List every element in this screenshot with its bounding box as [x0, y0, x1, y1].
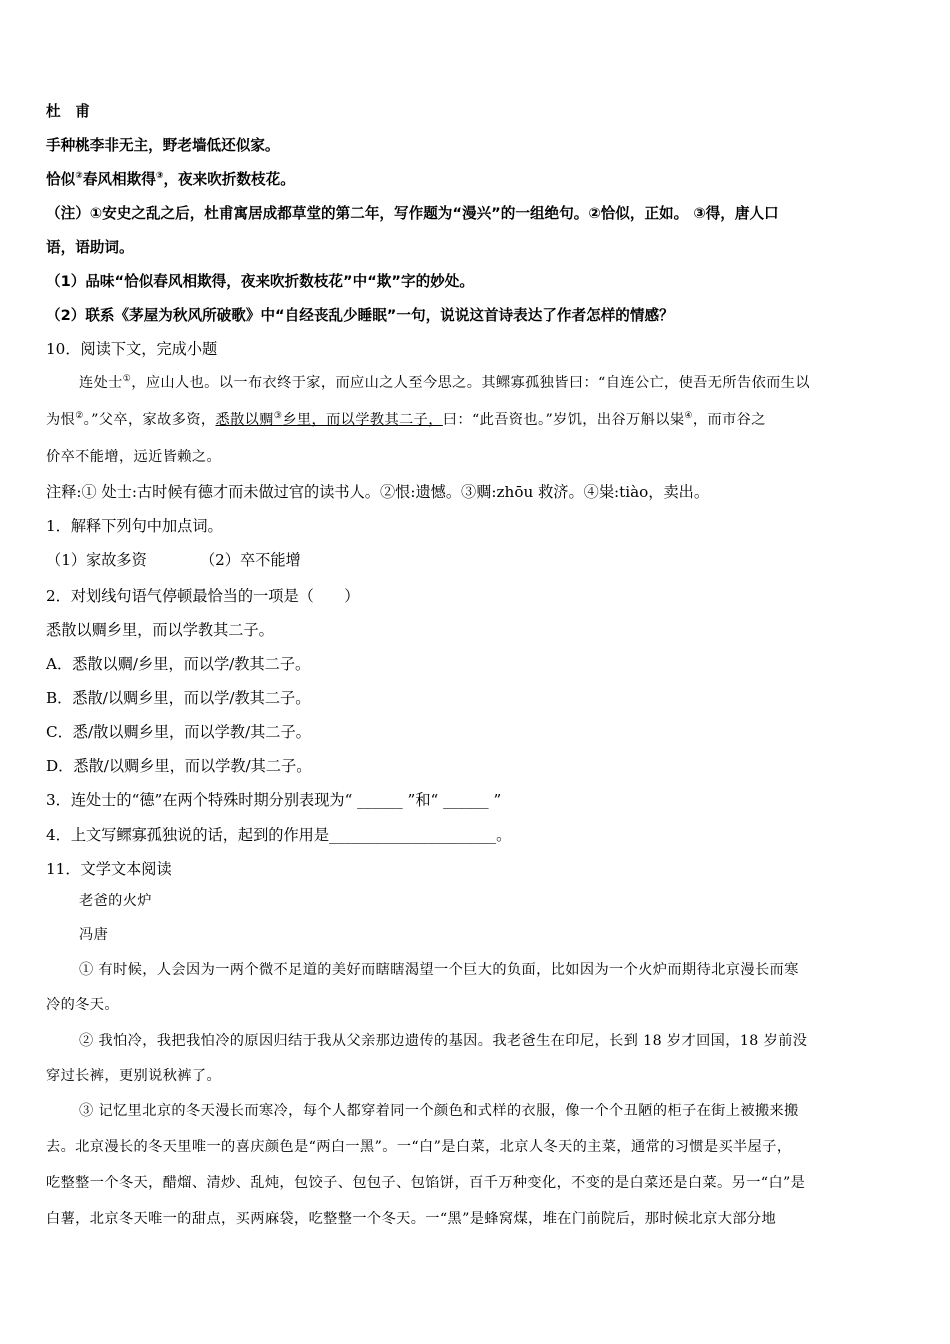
option-d: D．悉散/以赒乡里，而以学教/其二子。	[46, 757, 312, 775]
para-3-line-4: 白薯，北京冬天唯一的甜点，买两麻袋，吃整整一个冬天。一“黑”是蜂窝煤，堆在门前院后，那时候北京大部分地	[46, 1211, 777, 1227]
article-title: 老爸的火炉	[79, 893, 152, 909]
q10-passage-line-2: 为恨②。”父卒，家故多资，悉散以赒③乡里，而以学教其二子，曰：“此吾资也。”岁饥，出谷万斛以粜④，而市谷之	[46, 411, 766, 428]
article-author: 冯唐	[79, 927, 109, 943]
option-b: B．悉散/以赒乡里，而以学/教其二子。	[46, 689, 311, 707]
poem-line-2: 恰似②春风相欺得③，夜来吹折数枝花。	[46, 171, 295, 188]
q10-sub-4: 4．上文写鳏寡孤独说的话，起到的作用是______________________。	[46, 826, 512, 844]
q10-passage-line-3: 价卒不能增，远近皆赖之。	[46, 449, 222, 465]
poem-note-line-2: 语，语助词。	[46, 239, 134, 256]
poem-line-1: 手种桃李非无主，野老墙低还似家。	[46, 137, 280, 154]
poem-note-line-1: （注）①安史之乱之后，杜甫寓居成都草堂的第二年，写作题为“漫兴”的一组绝句。②恰似，正如。 ③得，唐人口	[46, 205, 779, 222]
para-3-line-2: 去。北京漫长的冬天里唯一的喜庆颜色是“两白一黑”。一“白”是白菜，北京人冬天的主菜，通常的习惯是买半屋子，	[46, 1139, 792, 1155]
q10-annotation: 注释:① 处士:古时候有德才而未做过官的读书人。②恨:遗憾。③赒:zhōu 救济。④粜:tiào，卖出。	[46, 483, 710, 501]
para-1-line-1: ① 有时候，人会因为一两个微不足道的美好而瞎瞎渴望一个巨大的负面，比如因为一个火炉而期待北京漫长而寒	[79, 962, 799, 978]
q10-sub-3: 3．连处士的“德”在两个特殊时期分别表现为“ ______ ”和“ ______ ”	[46, 791, 502, 809]
q10-sub-1: 1．解释下列句中加点词。	[46, 517, 223, 535]
option-c: C．悉/散以赒乡里，而以学教/其二子。	[46, 723, 311, 741]
para-2-line-1: ② 我怕冷，我把我怕冷的原因归结于我从父亲那边遗传的基因。我老爸生在印尼，长到 18 岁才回国，18 岁前没	[79, 1033, 808, 1049]
q10-heading: 10．阅读下文，完成小题	[46, 340, 218, 358]
q10-sub-2-sentence: 悉散以赒乡里，而以学教其二子。	[46, 621, 274, 639]
underlined-sentence: 悉散以赒③乡里，而以学教其二子，	[215, 411, 443, 428]
poem-author: 杜 甫	[46, 103, 90, 120]
poem-question-2: （2）联系《茅屋为秋风所破歌》中“自经丧乱少睡眠”一句，说说这首诗表达了作者怎样的情感？	[46, 307, 674, 324]
q10-sub-2: 2．对划线句语气停顿最恰当的一项是（ ）	[46, 587, 360, 605]
q10-passage-line-1: 连处士①，应山人也。以一布衣终于家，而应山之人至今思之。其鳏寡孤独皆曰：“自连公亡，使吾无所告依而生以	[79, 374, 810, 391]
para-3-line-3: 吃整整一个冬天，醋熘、清炒、乱炖，包饺子、包包子、包馅饼，百千万种变化，不变的是白菜还是白菜。另一“白”是	[46, 1175, 806, 1191]
q11-heading: 11．文学文本阅读	[46, 860, 172, 878]
para-1-line-2: 冷的冬天。	[46, 997, 119, 1013]
poem-question-1: （1）品味“恰似春风相欺得，夜来吹折数枝花”中“欺”字的妙处。	[46, 273, 474, 290]
option-a: A．悉散以赒/乡里，而以学/教其二子。	[46, 655, 311, 673]
para-2-line-2: 穿过长裤，更别说秋裤了。	[46, 1068, 222, 1084]
q10-sub-1-items: （1）家故多资 （2）卒不能增	[46, 551, 301, 569]
para-3-line-1: ③ 记忆里北京的冬天漫长而寒冷，每个人都穿着同一个颜色和式样的衣服，像一个个丑陋的柜子在街上被搬来搬	[79, 1103, 799, 1119]
